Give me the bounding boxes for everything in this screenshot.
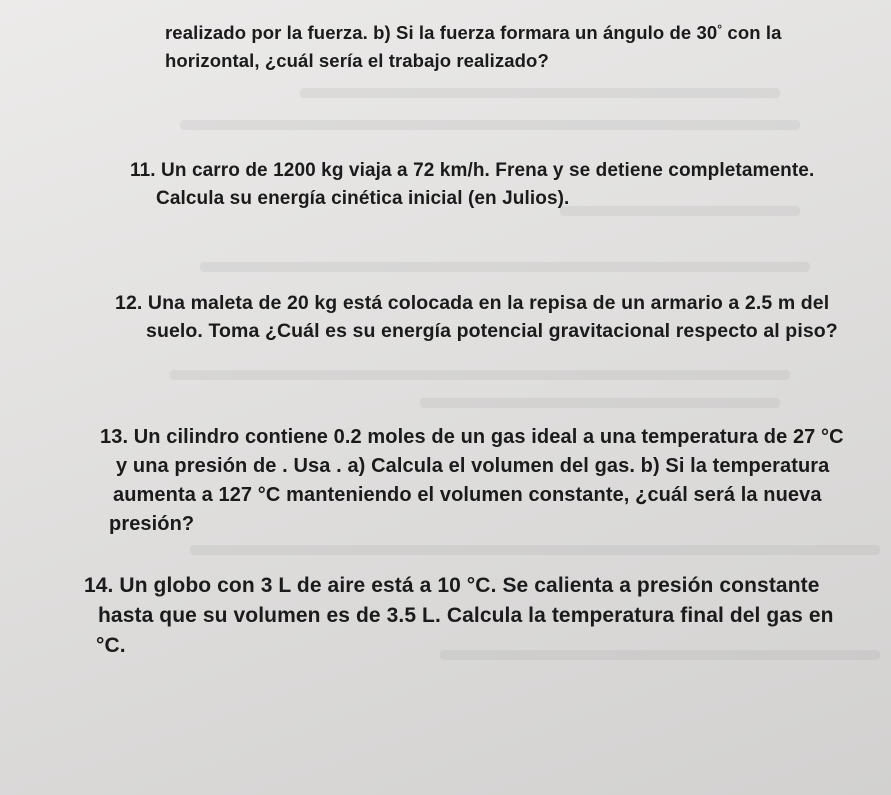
degree-symbol: ° xyxy=(717,22,723,36)
problem-12-line-2: suelo. Toma ¿Cuál es su energía potencial gravitacional respecto al piso? xyxy=(146,320,838,342)
problem-13-line-3: aumenta a 127 °C manteniendo el volumen constante, ¿cuál será la nueva xyxy=(113,484,822,506)
problem-14-line-1: 14. Un globo con 3 L de aire está a 10 °C. Se calienta a presión constante xyxy=(84,574,820,597)
bleed-through-mark xyxy=(440,650,880,660)
problem-11-line-2: Calcula su energía cinética inicial (en Julios). xyxy=(156,188,570,209)
bleed-through-mark xyxy=(300,88,780,98)
problem-14-line-2: hasta que su volumen es de 3.5 L. Calcula la temperatura final del gas en xyxy=(98,604,834,627)
problem-10-line-2: horizontal, ¿cuál sería el trabajo realizado? xyxy=(165,50,549,71)
problem-10-line-1 xyxy=(165,22,782,44)
problem-10-text-a: realizado por la fuerza. b) Si la fuerza formara un ángulo de xyxy=(165,22,697,43)
bleed-through-mark xyxy=(560,206,800,216)
problem-11-line-1: 11. Un carro de 1200 kg viaja a 72 km/h. Frena y se detiene completamente. xyxy=(130,160,815,181)
problem-13-line-1: 13. Un cilindro contiene 0.2 moles de un gas ideal a una temperatura de 27 °C xyxy=(100,426,844,448)
problem-13-line-2: y una presión de . Usa . a) Calcula el volumen del gas. b) Si la temperatura xyxy=(116,455,830,477)
bleed-through-mark xyxy=(170,370,790,380)
problem-10-text-d: con la xyxy=(722,22,782,43)
angle-value: 30 xyxy=(696,22,718,43)
problem-12-line-1: 12. Una maleta de 20 kg está colocada en la repisa de un armario a 2.5 m del xyxy=(115,292,830,314)
bleed-through-mark xyxy=(180,120,800,130)
bleed-through-mark xyxy=(200,262,810,272)
problem-14-line-3: °C. xyxy=(96,634,126,657)
bleed-through-mark xyxy=(190,545,880,555)
bleed-through-mark xyxy=(420,398,780,408)
problem-13-line-4: presión? xyxy=(109,513,195,535)
